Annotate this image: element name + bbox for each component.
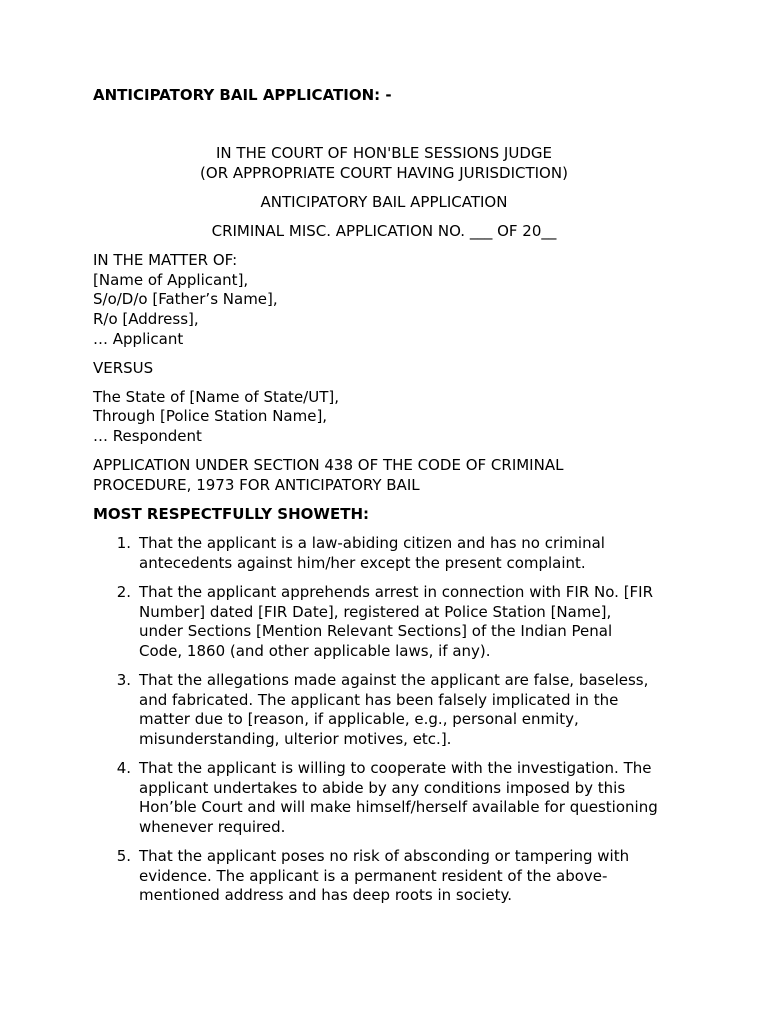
respondent-block	[93, 388, 675, 447]
list-item-line: mentioned address and has deep roots in society.	[139, 886, 512, 905]
document-title	[93, 86, 675, 106]
respondent-state: The State of [Name of State/UT],	[93, 387, 339, 406]
list-item-line: That the allegations made against the applicant are false, baseless,	[139, 670, 649, 689]
applicant-name: [Name of Applicant],	[93, 270, 249, 289]
court-name	[93, 144, 675, 183]
list-item-line: under Sections [Mention Relevant Sections] of the Indian Penal	[139, 622, 613, 641]
applicant-role: … Applicant	[93, 329, 184, 348]
matter-of-block	[93, 251, 675, 349]
case-number-text: CRIMINAL MISC. APPLICATION NO. ___ OF 20__	[211, 221, 557, 240]
case-number	[93, 222, 675, 242]
list-item	[93, 759, 675, 837]
applicant-address: R/o [Address],	[93, 309, 199, 328]
showeth-heading-text: MOST RESPECTFULLY SHOWETH:	[93, 505, 369, 524]
versus-block	[93, 359, 675, 379]
court-name-line: IN THE COURT OF HON'BLE SESSIONS JUDGE	[216, 143, 552, 162]
list-item	[93, 583, 675, 661]
list-item-line: Hon’ble Court and will make himself/herself available for questioning	[139, 798, 658, 817]
list-item-line: whenever required.	[139, 817, 286, 836]
matter-of-label: IN THE MATTER OF:	[93, 251, 238, 270]
list-item-line: misunderstanding, ulterior motives, etc.].	[139, 729, 452, 748]
application-under-line: PROCEDURE, 1973 FOR ANTICIPATORY BAIL	[93, 475, 420, 494]
list-item-line: That the applicant is willing to cooperate with the investigation. The	[139, 758, 652, 777]
showeth-heading	[93, 505, 675, 525]
list-item-line: evidence. The applicant is a permanent resident of the above-	[139, 866, 608, 885]
list-item-line: matter due to [reason, if applicable, e.g., personal enmity,	[139, 710, 579, 729]
applicant-parentage: S/o/D/o [Father’s Name],	[93, 290, 278, 309]
document-title-text: ANTICIPATORY BAIL APPLICATION: -	[93, 86, 392, 104]
list-item-number: 1.	[116, 534, 131, 553]
document-body	[93, 86, 675, 915]
versus-text: VERSUS	[93, 358, 154, 377]
grounds-list	[93, 534, 675, 905]
application-under-line: APPLICATION UNDER SECTION 438 OF THE CODE OF CRIMINAL	[93, 456, 564, 475]
respondent-role: … Respondent	[93, 427, 202, 446]
list-item	[93, 847, 675, 906]
list-item-line: That the applicant is a law-abiding citizen and has no criminal	[139, 534, 605, 553]
list-item-line: Number] dated [FIR Date], registered at Police Station [Name],	[139, 602, 612, 621]
court-name-line: (OR APPROPRIATE COURT HAVING JURISDICTION)	[200, 163, 568, 182]
list-item-number: 4.	[116, 758, 131, 777]
respondent-police-station: Through [Police Station Name],	[93, 407, 328, 426]
list-item-line: antecedents against him/her except the present complaint.	[139, 553, 586, 572]
list-item	[93, 671, 675, 749]
application-heading	[93, 193, 675, 213]
application-heading-text: ANTICIPATORY BAIL APPLICATION	[260, 192, 508, 211]
list-item-line: That the applicant poses no risk of absconding or tampering with	[139, 846, 630, 865]
list-item-number: 5.	[116, 846, 131, 865]
list-item-line: and fabricated. The applicant has been falsely implicated in the	[139, 690, 619, 709]
list-item-line: That the applicant apprehends arrest in connection with FIR No. [FIR	[139, 583, 654, 602]
list-item-number: 2.	[116, 583, 131, 602]
list-item-line: Code, 1860 (and other applicable laws, if any).	[139, 641, 491, 660]
list-item-line: applicant undertakes to abide by any conditions imposed by this	[139, 778, 626, 797]
application-under-section	[93, 456, 675, 495]
list-item	[93, 534, 675, 573]
list-item-number: 3.	[116, 670, 131, 689]
